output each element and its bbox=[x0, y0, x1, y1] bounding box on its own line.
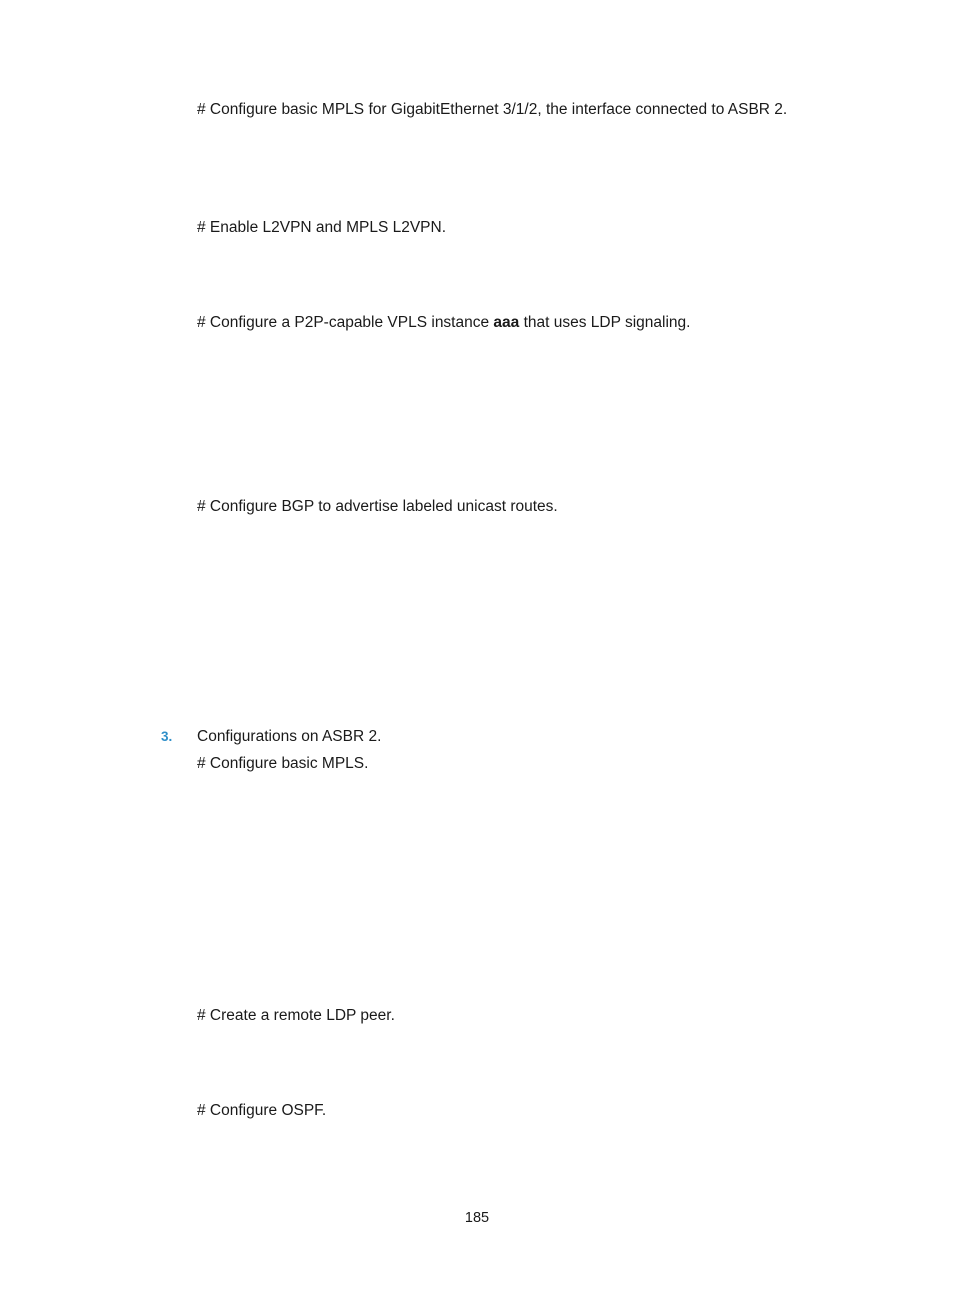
vpls-text-suffix: that uses LDP signaling. bbox=[519, 314, 691, 331]
comment-basic-mpls: # Configure basic MPLS. bbox=[197, 755, 369, 772]
comment-mpls-interface: # Configure basic MPLS for GigabitEthernet 3/1/2, the interface connected to ASBR 2. bbox=[197, 101, 788, 118]
comment-remote-ldp-peer: # Create a remote LDP peer. bbox=[197, 1007, 395, 1024]
vpls-instance-name: aaa bbox=[493, 314, 520, 331]
vpls-text-prefix: # Configure a P2P-capable VPLS instance bbox=[197, 314, 494, 331]
step-heading: Configurations on ASBR 2. bbox=[197, 728, 382, 745]
comment-enable-l2vpn: # Enable L2VPN and MPLS L2VPN. bbox=[197, 219, 447, 236]
comment-vpls-instance bbox=[197, 313, 690, 333]
comment-bgp-labeled-unicast: # Configure BGP to advertise labeled unicast routes. bbox=[197, 498, 558, 515]
page-number: 185 bbox=[464, 1210, 490, 1226]
step-number: 3. bbox=[161, 729, 173, 744]
comment-ospf: # Configure OSPF. bbox=[197, 1102, 327, 1119]
